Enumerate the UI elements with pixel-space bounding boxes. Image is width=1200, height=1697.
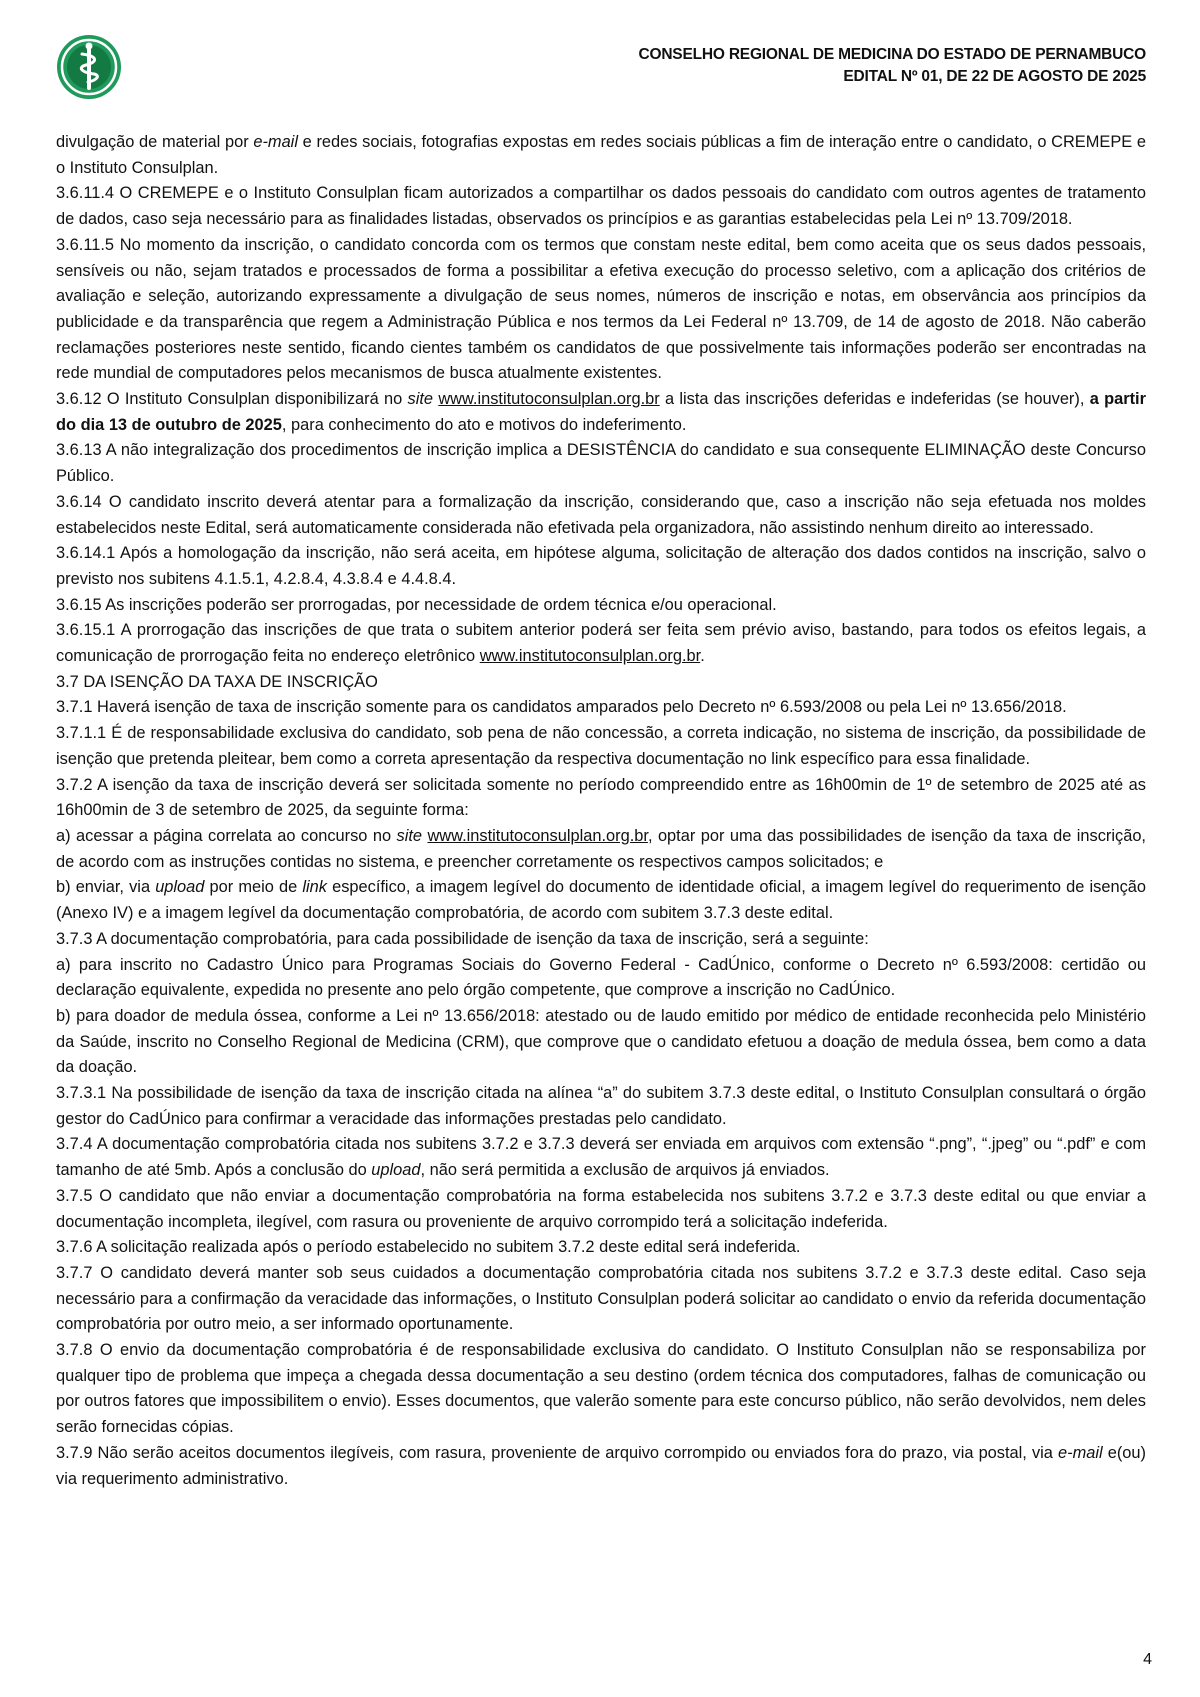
header-title [638,44,1146,88]
paragraph: 3.6.11.5 No momento da inscrição, o candidato concorda com os termos que constam neste edital, bem como aceita que os seus dados pessoais, sensíveis ou não, sejam tratados e processados de forma a possibilitar a efetiva execução do processo seletivo, com a aplicação dos critérios de avaliação e seleção, autorizando expressamente a divulgação de seus nomes, números de inscrição e notas, em observância aos princípios da publicidade e da transparência que regem a Administração Pública e nos termos da Lei Federal nº 13.709, de 14 de agosto de 2018. Não caberão reclamações posteriores neste sentido, ficando cientes também os candidatos de que possivelmente tais informações poderão ser encontradas na rede mundial de computadores pelos mecanismos de busca atualmente existentes. [56,235,1146,383]
paragraph: 3.6.13 A não integralização dos procedimentos de inscrição implica a DESISTÊNCIA do candidato e sua consequente ELIMINAÇÃO deste Concurso Público. [56,441,1146,486]
paragraph: 3.7.2 A isenção da taxa de inscrição deverá ser solicitada somente no período compreendido entre as 16h00min de 1º de setembro de 2025 até as 16h00min de 3 de setembro de 2025, da seguinte forma: [56,775,1146,820]
paragraph: 3.7.3.1 Na possibilidade de isenção da taxa de inscrição citada na alínea “a” do subitem 3.7.3 deste edital, o Instituto Consulplan consultará o órgão gestor do CadÚnico para confirmar a veracidade das informações prestadas pelo candidato. [56,1084,1146,1128]
paragraph: 3.7.3 A documentação comprobatória, para cada possibilidade de isenção da taxa de inscrição, será a seguinte: [56,929,869,948]
paragraph: 3.6.15 As inscrições poderão ser prorrogadas, por necessidade de ordem técnica e/ou operacional. [56,595,777,614]
section-heading: 3.7 DA ISENÇÃO DA TAXA DE INSCRIÇÃO [56,672,378,691]
paragraph: 3.7.5 O candidato que não enviar a documentação comprobatória na forma estabelecida nos subitens 3.7.2 e 3.7.3 deste edital ou que enviar a documentação incompleta, ilegível, com rasura ou proveniente de arquivo corrompido terá a solicitação indeferida. [56,1186,1146,1231]
paragraph: 3.6.15.1 A prorrogação das inscrições de que trata o subitem anterior poderá ser feita sem prévio aviso, bastando, para todos os efeitos legais, a comunicação de prorrogação feita no endereço eletrônico www.institutoconsulplan.org.br. [56,621,1146,666]
paragraph: 3.6.14.1 Após a homologação da inscrição, não será aceita, em hipótese alguma, solicitação de alteração dos dados contidos na inscrição, salvo o previsto nos subitens 4.1.5.1, 4.2.8.4, 4.3.8.4 e 4.4.8.4. [56,544,1146,588]
paragraph: 3.7.4 A documentação comprobatória citada nos subitens 3.7.2 e 3.7.3 deverá ser enviada em arquivos com extensão “.png”, “.jpeg” ou “.pdf” e com tamanho de até 5mb. Após a conclusão do upload, não será permitida a exclusão de arquivos já enviados. [56,1135,1146,1180]
paragraph: 3.7.6 A solicitação realizada após o período estabelecido no subitem 3.7.2 deste edital será indeferida. [56,1238,801,1257]
paragraph: a) acessar a página correlata ao concurso no site www.institutoconsulplan.org.br, optar por uma das possibilidades de isenção da taxa de inscrição, de acordo com as instruções contidas no sistema, e preencher corretamente os respectivos campos solicitados; e [56,826,1146,871]
paragraph: b) enviar, via upload por meio de link específico, a imagem legível do documento de identidade oficial, a imagem legível do requerimento de isenção (Anexo IV) e a imagem legível da documentação comprobatória, de acordo com subitem 3.7.3 deste edital. [56,878,1147,923]
paragraph: a) para inscrito no Cadastro Único para Programas Sociais do Governo Federal - CadÚnico, conforme o Decreto nº 6.593/2008: certidão ou declaração equivalente, expedida no presente ano pelo órgão competente, que comprove a inscrição no CadÚnico. [56,955,1146,1000]
consulplan-link[interactable]: www.institutoconsulplan.org.br [479,647,701,666]
page-header [56,28,1146,108]
paragraph: b) para doador de medula óssea, conforme a Lei nº 13.656/2018: atestado ou de laudo emitido por médico de entidade reconhecida pelo Ministério da Saúde, inscrito no Conselho Regional de Medicina (CRM), que comprove que o candidato efetuou a doação de medula óssea, bem como a data da doação. [56,1006,1146,1077]
consulplan-link[interactable]: www.institutoconsulplan.org.br [438,390,660,409]
paragraph: 3.7.7 O candidato deverá manter sob seus cuidados a documentação comprobatória citada nos subitens 3.7.2 e 3.7.3 deste edital. Caso seja necessário para a confirmação da veracidade das informações, o Instituto Consulplan poderá solicitar ao candidato o envio da referida documentação comprobatória por outro meio, a ser informado oportunamente. [56,1263,1146,1334]
consulplan-link[interactable]: www.institutoconsulplan.org.br [427,826,648,845]
header-edital: EDITAL Nº 01, DE 22 DE AGOSTO DE 2025 [843,68,1146,85]
page-number: 4 [1143,1651,1152,1668]
paragraph: 3.7.8 O envio da documentação comprobatória é de responsabilidade exclusiva do candidato. O Instituto Consulplan não se responsabiliza por qualquer tipo de problema que impeça a chegada dessa documentação a seu destino (ordem técnica dos computadores, falhas de comunicação ou por outros fatores que impossibilitem o envio). Esses documentos, que valerão somente para este concurso público, não serão devolvidos, nem deles serão fornecidas cópias. [56,1341,1146,1437]
caduceus-logo-icon [56,34,122,100]
paragraph: 3.7.9 Não serão aceitos documentos ilegíveis, com rasura, proveniente de arquivo corrompido ou enviados fora do prazo, via postal, via e-mail e(ou) via requerimento administrativo. [56,1443,1146,1488]
paragraph: 3.7.1.1 É de responsabilidade exclusiva do candidato, sob pena de não concessão, a correta indicação, no sistema de inscrição, da possibilidade de isenção que pretenda pleitear, bem como a correta apresentação da respectiva documentação no link específico para essa finalidade. [56,724,1146,768]
paragraph: 3.6.11.4 O CREMEPE e o Instituto Consulplan ficam autorizados a compartilhar os dados pessoais do candidato com outros agentes de tratamento de dados, caso seja necessário para as finalidades listadas, observados os princípios e as garantias estabelecidas pela Lei nº 13.709/2018. [56,184,1146,229]
header-org: CONSELHO REGIONAL DE MEDICINA DO ESTADO DE PERNAMBUCO [638,46,1146,63]
paragraph: divulgação de material por e-mail e redes sociais, fotografias expostas em redes sociais públicas a fim de interação entre o candidato, o CREMEPE e o Instituto Consulplan. [56,133,1146,177]
paragraph: 3.6.12 O Instituto Consulplan disponibilizará no site www.institutoconsulplan.org.br a lista das inscrições deferidas e indeferidas (se houver), a partir do dia 13 de outubro de 2025, para conhecimento do ato e motivos do indeferimento. [56,390,1146,434]
document-body [56,130,1146,1492]
paragraph: 3.6.14 O candidato inscrito deverá atentar para a formalização da inscrição, considerando que, caso a inscrição não seja efetuada nos moldes estabelecidos neste Edital, será automaticamente considerada não efetivada pela organizadora, não assistindo nenhum direito ao interessado. [56,492,1146,537]
paragraph: 3.7.1 Haverá isenção de taxa de inscrição somente para os candidatos amparados pelo Decreto nº 6.593/2008 ou pela Lei nº 13.656/2018. [56,698,1067,717]
